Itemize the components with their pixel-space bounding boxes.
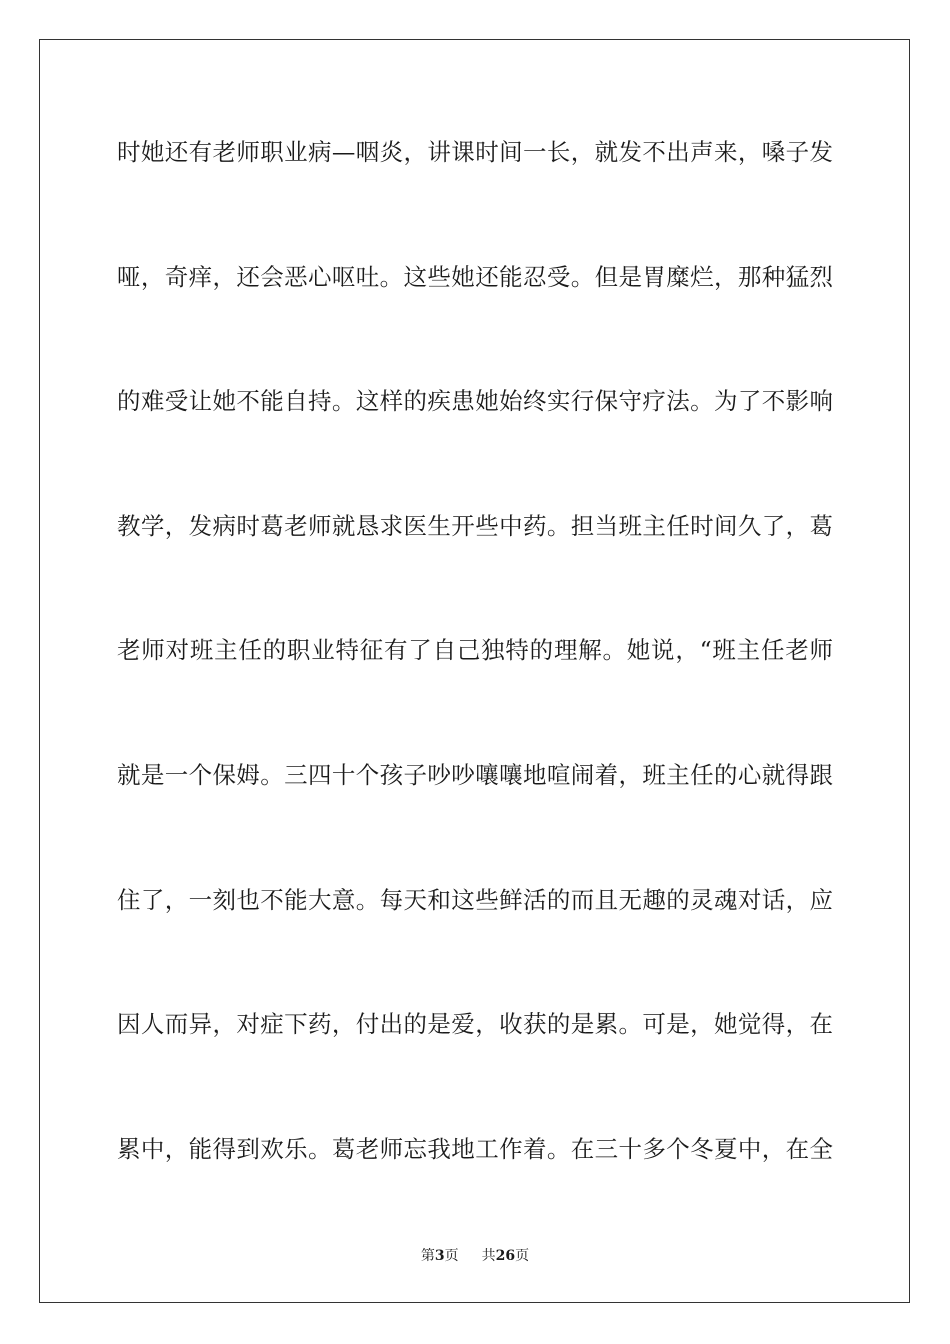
page-prefix: 第 [420, 1248, 435, 1264]
text-line: 住了，一刻也不能大意。每天和这些鲜活的而且无趣的灵魂对话，应 [117, 885, 833, 914]
text-line: 哑，奇痒，还会恶心呕吐。这些她还能忍受。但是胃糜烂，那种猛烈 [117, 262, 833, 291]
text-line: 累中，能得到欢乐。葛老师忘我地工作着。在三十多个冬夏中，在全 [117, 1134, 833, 1163]
document-body [117, 126, 833, 1247]
text-line: 时她还有老师职业病—咽炎，讲课时间一长，就发不出声来，嗓子发 [117, 138, 833, 166]
text-line: 因人而异，对症下药，付出的是爱，收获的是累。可是，她觉得，在 [117, 1010, 833, 1039]
current-page-number: 3 [434, 1248, 445, 1264]
page-footer [0, 1246, 950, 1266]
text-line: 教学，发病时葛老师就恳求医生开些中药。担当班主任时间久了，葛 [117, 511, 833, 540]
page-number-label [421, 1246, 459, 1266]
total-pages-label [482, 1246, 529, 1266]
text-line: 的难受让她不能自持。这样的疾患她始终实行保守疗法。为了不影响 [117, 387, 833, 416]
page-suffix: 页 [444, 1248, 459, 1264]
text-line: 就是一个保姆。三四十个孩子吵吵嚷嚷地喧闹着，班主任的心就得跟 [117, 760, 833, 789]
total-prefix: 共 [481, 1248, 496, 1264]
total-suffix: 页 [515, 1248, 530, 1264]
total-page-count: 26 [495, 1248, 516, 1264]
text-line: 老师对班主任的职业特征有了自己独特的理解。她说，“班主任老师 [117, 636, 833, 665]
